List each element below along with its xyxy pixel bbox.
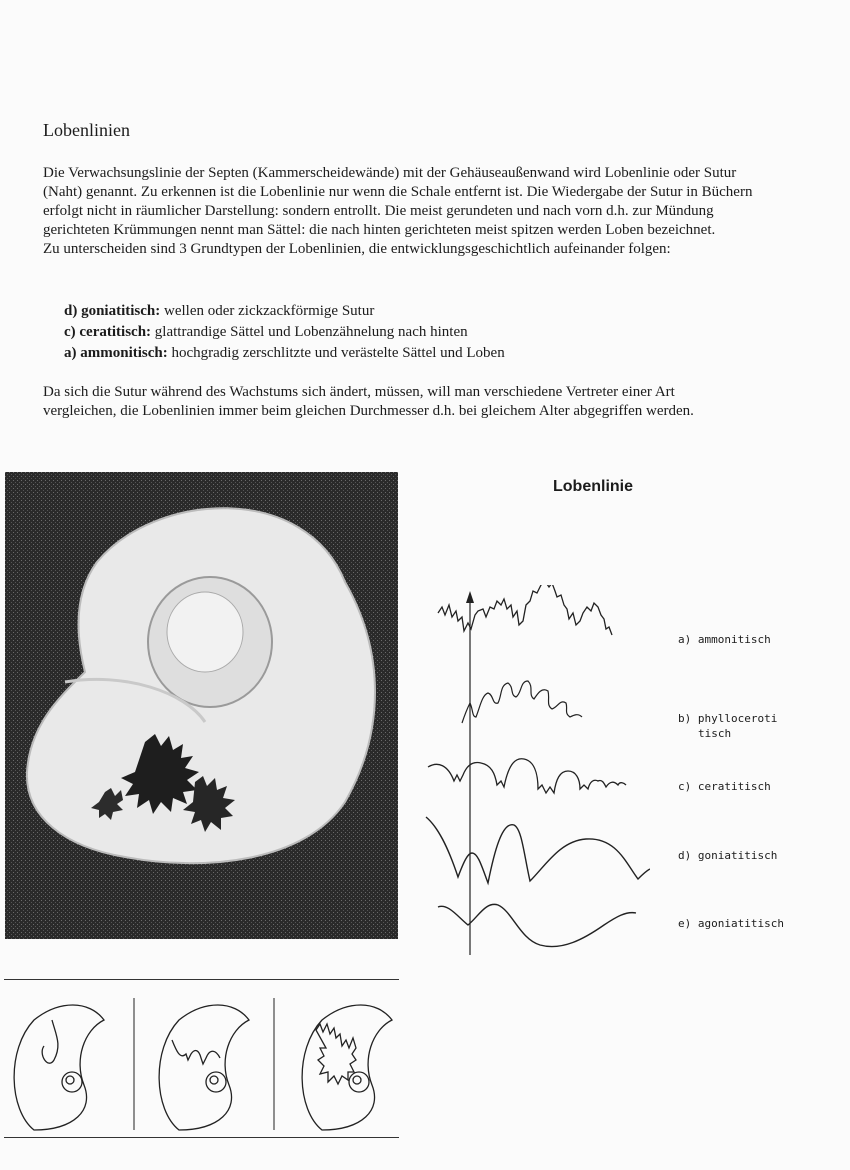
type-desc: glattrandige Sättel und Lobenzähnelung nach hinten — [154, 324, 468, 340]
suture-types-list — [64, 301, 505, 364]
label-a-line1: a) ammonitisch — [678, 633, 771, 646]
label-d-line1: d) goniatitisch — [678, 849, 778, 862]
axis-arrow-icon — [466, 591, 474, 603]
type-term: a) ammonitisch: — [64, 345, 168, 361]
suture-line-c — [428, 759, 626, 793]
ammonite-photo — [5, 472, 398, 939]
suture-line-e — [438, 904, 636, 946]
label-c-line1: c) ceratitisch — [678, 780, 771, 793]
shell-goniatitic — [14, 1005, 104, 1130]
suture-line-b — [462, 681, 582, 723]
type-desc: wellen oder zickzackförmige Sutur — [164, 303, 375, 319]
label-b-line2: tisch — [698, 727, 732, 740]
list-item — [64, 322, 505, 343]
label-d — [678, 848, 777, 863]
type-term: c) ceratitisch: — [64, 324, 152, 340]
label-b-line1: b) phylloceroti — [678, 712, 778, 725]
label-e-line1: e) agoniatitisch — [678, 917, 784, 930]
list-item — [64, 343, 505, 364]
type-desc: hochgradig zerschlitzte und verästelte Sättel und Loben — [171, 345, 505, 361]
diagram-title: Lobenlinie — [553, 478, 633, 495]
suture-line-a — [438, 585, 612, 635]
closing-paragraph: Da sich die Sutur während des Wachstums sich ändert, müssen, will man verschiedene Vertreter einer Art vergleichen, die Lobenlinien immer beim gleichen Durchmesser d.h. bei gleichem Alter abgegriffen werden. — [43, 384, 694, 419]
bottom-divider — [4, 1137, 399, 1138]
intro-text: Die Verwachsungslinie der Septen (Kammerscheidewände) mit der Gehäuseaußenwand wird Lobenlinie oder Sutur (Naht) genannt. Zu erkennen ist die Lobenlinie nur wenn die Schale entfernt ist. Die Wiedergabe der Sutur in Büchern erfolgt nicht in räumlicher Darstellung: sondern entrollt. Die meist gerundeten und nach vorn d.h. zur Mündung gerichteten Krümmungen nennt man Sättel: die nach hinten gerichteten meist spitzen werden Loben bezeichnet. — [43, 165, 753, 238]
label-b — [678, 711, 777, 741]
list-item — [64, 301, 505, 322]
page-title: Lobenlinien — [43, 120, 130, 140]
suture-line-d — [426, 817, 650, 883]
type-term: d) goniatitisch: — [64, 303, 161, 319]
suture-diagram — [420, 585, 650, 960]
top-divider — [4, 979, 399, 980]
shell-ammonitic — [302, 1005, 392, 1130]
intro-paragraph — [43, 164, 773, 259]
shell-sketches — [4, 990, 404, 1135]
shell-ceratitic — [159, 1005, 249, 1130]
intro-text-2: Zu unterscheiden sind 3 Grundtypen der Lobenlinien, die entwicklungsgeschichtlich aufeinander folgen: — [43, 241, 671, 257]
label-e — [678, 916, 784, 931]
label-a — [678, 632, 771, 647]
label-c — [678, 779, 771, 794]
